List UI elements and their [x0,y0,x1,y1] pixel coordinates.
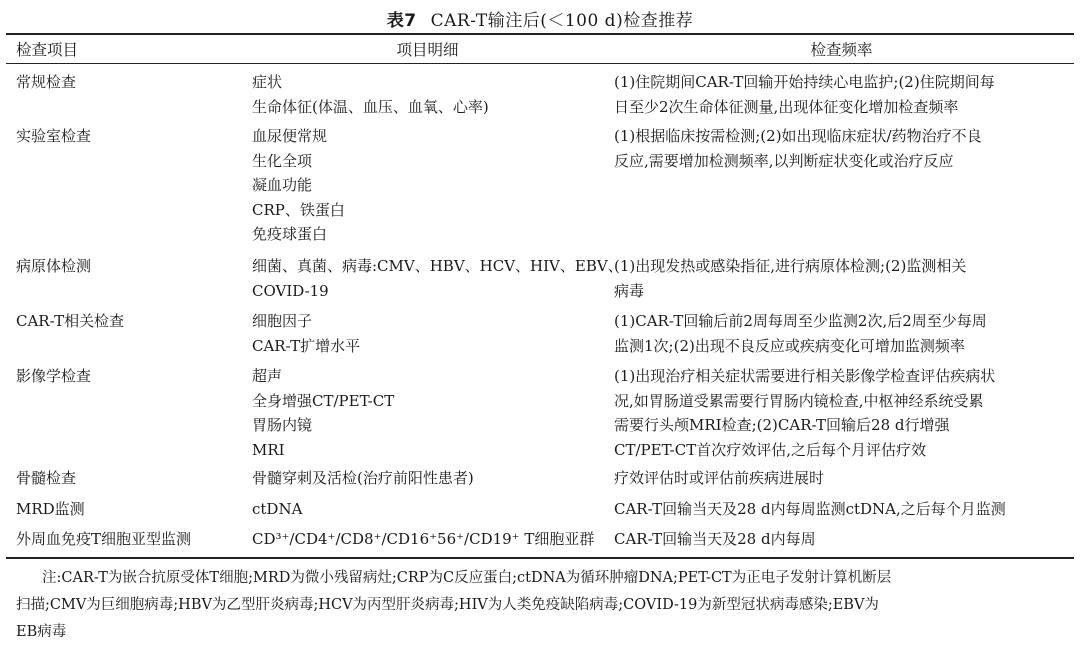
row-details [252,497,607,522]
note-line: 注:CAR-T为嵌合抗原受体T细胞;MRD为微小残留病灶;CRP为C反应蛋白;ctDNA为循环肿瘤DNA;PET-CT为正电子发射计算机断层 [42,570,892,586]
frequency-line: 反应,需要增加检测频率,以判断症状变化或治疗反应 [614,151,954,170]
table-caption [0,6,1080,31]
top-rule [6,33,1074,35]
row-frequency [614,364,1069,462]
detail-line: 症状 [252,73,283,91]
frequency-line: (1)出现治疗相关症状需要进行相关影像学检查评估疾病状 [614,367,996,385]
frequency-line: CT/PET-CT首次疗效评估,之后每个月评估疗效 [614,440,926,459]
row-frequency [614,254,1069,303]
detail-line: 骨髓穿刺及活检(治疗前阳性患者) [252,469,474,487]
header-rule [6,63,1074,64]
frequency-line: 需要行头颅MRI检查;(2)CAR-T回输后28 d行增强 [614,416,950,434]
row-item: CAR-T相关检查 [16,312,125,330]
row-item: 外周血免疫T细胞亚型监测 [16,530,192,548]
detail-line: 生命体征(体温、血压、血氧、心率) [252,97,489,116]
row-details [252,124,607,247]
table-title: CAR-T输注后(＜100 d)检查推荐 [430,11,694,31]
detail-line: 凝血功能 [252,176,313,194]
frequency-line: (1)住院期间CAR-T回输开始持续心电监护;(2)住院期间每 [614,73,995,91]
row-item: 病原体检测 [16,257,92,275]
note-line: 扫描;CMV为巨细胞病毒;HBV为乙型肝炎病毒;HCV为丙型肝炎病毒;HIV为人类免疫缺陷病毒;COVID-19为新型冠状病毒感染;EBV为 [16,597,879,613]
row-item: 实验室检查 [16,127,92,145]
row-frequency [614,497,1069,522]
row-details [252,527,607,552]
row-frequency [614,466,1069,491]
detail-line: CAR-T扩增水平 [252,336,361,355]
detail-line: 胃肠内镜 [252,416,313,434]
table-note [16,565,1066,646]
row-frequency [614,309,1069,358]
detail-line: CRP、铁蛋白 [252,200,345,219]
detail-line: 细胞因子 [252,312,313,330]
detail-line: 全身增强CT/PET-CT [252,391,395,410]
row-item: MRD监测 [16,500,85,518]
row-details [252,70,607,119]
row-frequency [614,70,1069,119]
row-item: 常规检查 [16,73,77,91]
row-details [252,466,607,491]
frequency-line: CAR-T回输当天及28 d内每周监测ctDNA,之后每个月监测 [614,500,1006,518]
row-frequency [614,124,1069,173]
detail-line: COVID-19 [252,281,329,300]
detail-line: MRI [252,440,285,459]
header-item: 检查项目 [16,41,79,59]
bottom-rule [6,557,1074,559]
row-details [252,254,623,303]
detail-line: ctDNA [252,500,303,518]
frequency-line: 监测1次;(2)出现不良反应或疾病变化可增加监测频率 [614,336,965,355]
row-details [252,309,607,358]
row-frequency [614,527,1069,552]
row-item: 影像学检查 [16,367,92,385]
detail-line: 血尿便常规 [252,127,328,145]
note-line: EB病毒 [16,624,67,640]
header-frequency: 检查频率 [810,41,873,59]
frequency-line: (1)出现发热或感染指征,进行病原体检测;(2)监测相关 [614,257,967,275]
frequency-line: 疗效评估时或评估前疾病进展时 [614,469,825,487]
frequency-line: (1)根据临床按需检测;(2)如出现临床症状/药物治疗不良 [614,127,982,145]
frequency-line: 况,如胃肠道受累需要行胃肠内镜检查,中枢神经系统受累 [614,391,984,410]
frequency-line: 病毒 [614,281,645,300]
header-details: 项目明细 [396,41,459,59]
detail-line: 细菌、真菌、病毒:CMV、HBV、HCV、HIV、EBV、 [252,257,623,275]
frequency-line: (1)CAR-T回输后前2周每周至少监测2次,后2周至少每周 [614,312,987,330]
row-details [252,364,607,462]
frequency-line: 日至少2次生命体征测量,出现体征变化增加检查频率 [614,97,959,116]
detail-line: CD³⁺/CD4⁺/CD8⁺/CD16⁺56⁺/CD19⁺ T细胞亚群 [252,530,595,548]
detail-line: 超声 [252,367,283,385]
row-item: 骨髓检查 [16,469,77,487]
detail-line: 免疫球蛋白 [252,225,328,243]
table-number: 表7 [386,11,417,31]
frequency-line: CAR-T回输当天及28 d内每周 [614,530,816,548]
detail-line: 生化全项 [252,151,313,170]
